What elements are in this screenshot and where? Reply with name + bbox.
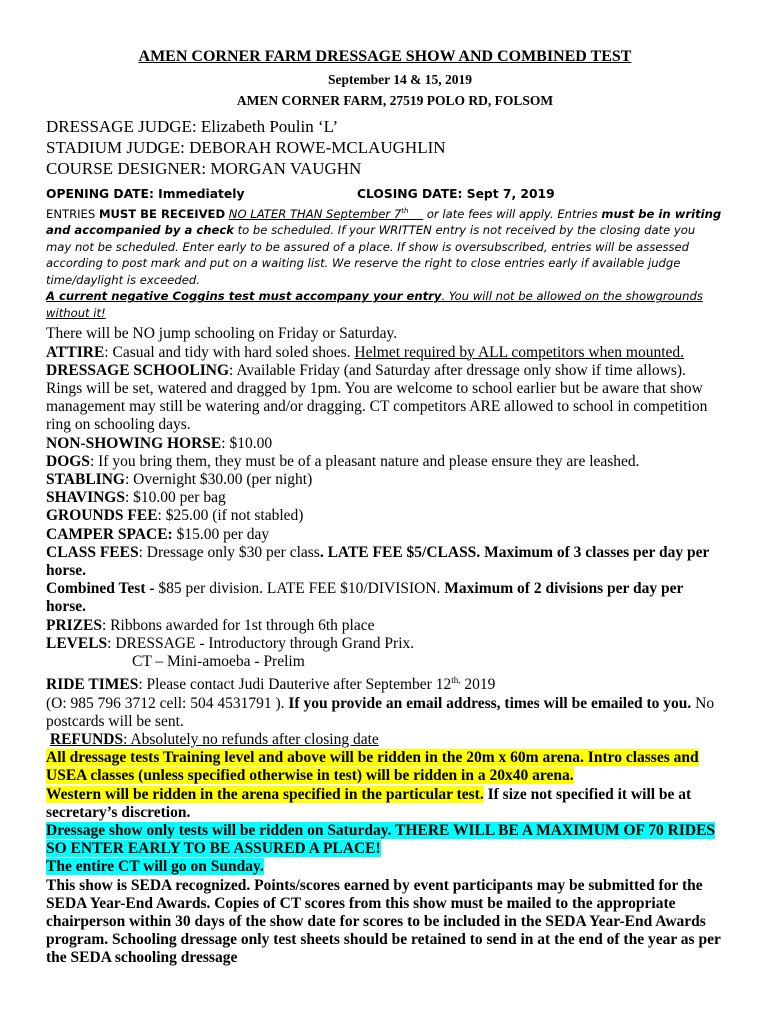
dogs-label: DOGS xyxy=(46,452,90,470)
phone-text: (O: 985 796 3712 cell: 504 4531791 ). xyxy=(46,694,289,712)
refunds-label: REFUNDS xyxy=(49,730,124,748)
levels-label: LEVELS xyxy=(46,634,108,652)
show-dates: September 14 & 15, 2019 xyxy=(327,72,473,87)
classfees-max: . Maximum of 3 classes per day per horse. xyxy=(46,543,710,579)
classfees-text: : Dressage only $30 per class xyxy=(138,543,320,561)
dogs-rule xyxy=(46,453,724,471)
ridetimes-year: 2019 xyxy=(460,676,496,694)
saturday-notice xyxy=(46,822,724,858)
opening-date: OPENING DATE: Immediately xyxy=(46,187,245,201)
stabling-label: STABLING xyxy=(46,470,125,488)
jump-schooling-rule: There will be NO jump schooling on Friday or Saturday. xyxy=(46,325,398,343)
arena-highlight: All dressage tests Training level and above will be ridden in the 20m x 60m arena. Intro classes and USEA classes (unless specified otherwise in test) will be ridden in a 20x40 arena. xyxy=(46,749,699,785)
entries-details: to be scheduled. If your WRITTEN entry is not received by the closing date you may not be scheduled. Enter early to be assured of a place. If show is oversubscribed, entries will be assessed according to post mark and put on a waiting list. We reserve the right to close entries early if available judge time/daylight is exceeded. xyxy=(46,223,696,287)
ridetimes-label: RIDE TIMES xyxy=(46,676,139,694)
refunds-rule xyxy=(46,731,724,749)
must-be-in-writing: must be in writing and accompanied by a check xyxy=(46,206,722,238)
grounds-text: : $25.00 (if not stabled) xyxy=(157,507,304,525)
closing-date: CLOSING DATE: Sept 7, 2019 xyxy=(357,187,555,201)
levels-ct: CT – Mini-amoeba - Prelim xyxy=(132,653,305,671)
sunday-notice xyxy=(46,858,724,876)
grounds-fee xyxy=(46,507,724,525)
western-notice xyxy=(46,786,724,822)
prizes-label: PRIZES xyxy=(46,616,102,634)
shavings-label: SHAVINGS xyxy=(46,489,125,507)
camper-label: CAMPER SPACE: xyxy=(46,525,173,543)
late-fees-text: or late fees will apply. Entries xyxy=(426,206,602,221)
refunds-text: : Absolutely no refunds after closing date xyxy=(123,730,379,748)
document-title: AMEN CORNER FARM DRESSAGE SHOW AND COMBINED TEST xyxy=(138,48,632,65)
officials-block xyxy=(46,116,724,179)
seda-notice: This show is SEDA recognized. Points/scores earned by event participants may be submitted for the SEDA Year-End Awards. Copies of CT scores from this show must be mailed to the appropriate chairperson within 30 days of the show date for scores to be included in the SEDA Year-End Awards program. Schooling dressage only test sheets should be retained to send in at the end of the year as per the SEDA schooling dressage xyxy=(46,876,721,967)
class-fees xyxy=(46,544,724,580)
western-highlight: Western will be ridden in the arena specified in the particular test. xyxy=(46,785,484,803)
grounds-label: GROUNDS FEE xyxy=(46,507,158,525)
stabling-text: : Overnight $30.00 (per night) xyxy=(124,470,313,488)
arena-notice xyxy=(46,749,724,785)
helmet-requirement: Helmet required by ALL competitors when mounted. xyxy=(354,343,685,361)
stadium-judge: STADIUM JUDGE: DEBORAH ROWE-MCLAUGHLIN xyxy=(46,138,446,157)
postcards-notice: No postcards will be sent. xyxy=(46,694,715,730)
combined-text: $85 per division. LATE FEE $10/DIVISION. xyxy=(158,580,445,598)
stabling-fee xyxy=(46,471,724,489)
ride-times-rule xyxy=(46,671,724,694)
rules-body xyxy=(46,325,724,967)
entries-word: ENTRIES xyxy=(46,206,99,221)
camper-text: $15.00 per day xyxy=(172,525,270,543)
email-notice: If you provide an email address, times will be emailed to you. xyxy=(288,694,692,712)
ridetimes-text: : Please contact Judi Dauterive after September 12 xyxy=(138,676,452,694)
shavings-fee xyxy=(46,489,724,507)
camper-fee xyxy=(46,526,724,544)
levels-text: : DRESSAGE - Introductory through Grand Prix. xyxy=(107,634,415,652)
dressage-judge: DRESSAGE JUDGE: Elizabeth Poulin ‘L’ xyxy=(46,117,339,136)
coggins-warning: . You will not be allowed on the showgrounds without it! xyxy=(46,289,703,320)
deadline-sup: th xyxy=(401,207,409,215)
shavings-text: : $10.00 per bag xyxy=(124,489,226,507)
nonshowing-label: NON-SHOWING HORSE xyxy=(46,434,222,452)
schooling-label: DRESSAGE SCHOOLING xyxy=(46,361,230,379)
sunday-highlight: The entire CT will go on Sunday. xyxy=(46,858,264,876)
combined-test-fees xyxy=(46,580,724,616)
show-location: AMEN CORNER FARM, 27519 POLO RD, FOLSOM xyxy=(236,93,554,108)
combined-label: Combined Test - xyxy=(46,580,159,598)
attire-text: : Casual and tidy with hard soled shoes. xyxy=(104,343,355,361)
dogs-text: : If you bring them, they must be of a pleasant nature and please ensure they are leashed. xyxy=(89,452,640,470)
prizes-text: : Ribbons awarded for 1st through 6th place xyxy=(102,616,375,634)
prizes-rule xyxy=(46,617,724,635)
schooling-rule xyxy=(46,362,724,435)
levels-rule xyxy=(46,635,724,653)
saturday-highlight: Dressage show only tests will be ridden on Saturday. THERE WILL BE A MAXIMUM OF 70 RIDES SO ENTER EARLY TO BE ASSURED A PLACE! xyxy=(46,822,716,858)
ridetimes-sup: th, xyxy=(451,675,461,686)
classfees-late: . LATE FEE $5/CLASS xyxy=(319,543,477,561)
must-be-received: MUST BE RECEIVED xyxy=(98,206,226,221)
coggins-requirement: A current negative Coggins test must accompany your entry xyxy=(46,289,442,304)
course-designer: COURSE DESIGNER: MORGAN VAUGHN xyxy=(46,159,362,178)
deadline-text xyxy=(229,207,423,221)
contact-phone xyxy=(46,695,724,731)
attire-label: ATTIRE xyxy=(46,343,105,361)
combined-max: Maximum of 2 divisions per day per horse. xyxy=(46,580,684,616)
schooling-text: : Available Friday (and Saturday after dressage only show if time allows). Rings will be set, watered and dragged by 1pm. You are welcome to school earlier but be aware that show management may still be watering and/or dragging. CT competitors ARE allowed to school in competition ring on schooling days. xyxy=(46,361,708,434)
western-rest: If size not specified it will be at secretary’s discretion. xyxy=(46,785,692,821)
entries-notice xyxy=(46,203,724,321)
deadline-date: NO LATER THAN September 7 xyxy=(228,206,402,221)
entry-dates xyxy=(46,186,724,202)
nonshowing-text: : $10.00 xyxy=(221,434,273,452)
classfees-label: CLASS FEES xyxy=(46,543,139,561)
nonshowing-fee xyxy=(46,435,724,453)
attire-rule xyxy=(46,344,724,362)
